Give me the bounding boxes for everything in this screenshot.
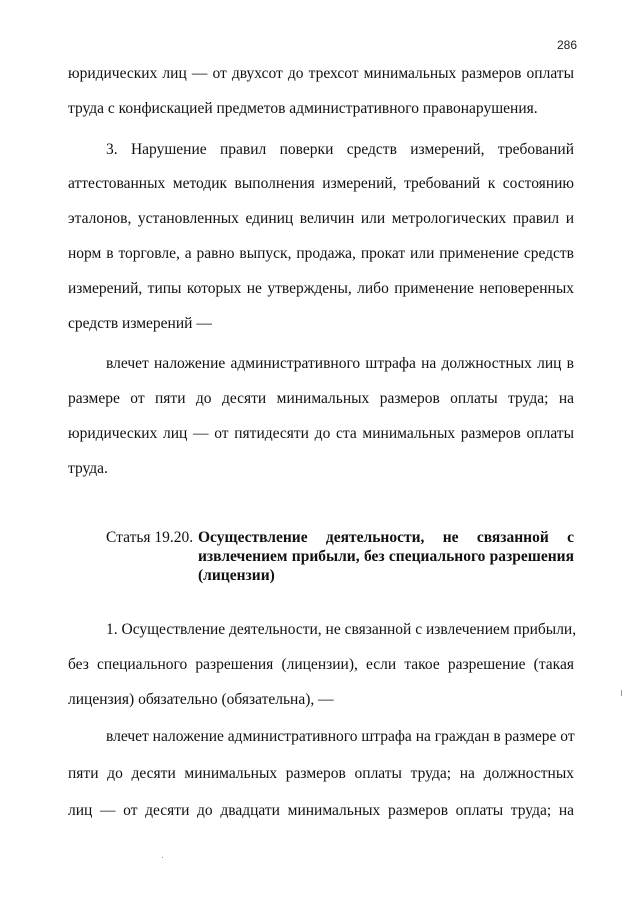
article-title-line: извлечением прибыли, без специального разрешения (198, 548, 574, 565)
text-line: влечет наложение административного штрафа на должностных лиц в (106, 355, 574, 372)
text-line: юридических лиц — от двухсот до трехсот минимальных размеров оплаты (68, 65, 574, 82)
text-line: аттестованных методик выполнения измерений, требований к состоянию (68, 175, 574, 192)
page-number: 286 (557, 38, 578, 52)
text-line: измерений, типы которых не утверждены, либо применение неповеренных (68, 280, 574, 297)
text-line: влечет наложение административного штрафа на граждан в размере от (106, 728, 575, 745)
article-title-line: (лицензии) (198, 567, 275, 584)
text-line: средств измерений — (68, 315, 212, 332)
text-line: размере от пяти до десяти минимальных размеров оплаты труда; на (68, 390, 574, 407)
text-line: эталонов, установленных единиц величин или метрологических правил и (68, 210, 574, 227)
text-line: без специального разрешения (лицензии), если такое разрешение (такая (68, 656, 574, 673)
text-line: лиц — от десяти до двадцати минимальных размеров оплаты труда; на (68, 802, 574, 819)
article-title-line: Осуществление деятельности, не связанной с (198, 529, 574, 546)
text-line: 3. Нарушение правил поверки средств измерений, требований (106, 141, 574, 158)
text-line: лицензия) обязательно (обязательна), — (68, 691, 334, 708)
text-line: юридических лиц — от пятидесяти до ста минимальных размеров оплаты (68, 425, 574, 442)
scan-artifact (162, 857, 163, 858)
text-line: пяти до десяти минимальных размеров оплаты труда; на должностных (68, 765, 574, 782)
text-line: норм в торговле, а равно выпуск, продажа, прокат или применение средств (68, 245, 574, 262)
text-line: труда. (68, 460, 108, 477)
scan-artifact (621, 690, 622, 696)
text-line: 1. Осуществление деятельности, не связанной с извлечением прибыли, (106, 621, 577, 638)
text-line: труда с конфискацией предметов административного правонарушения. (68, 100, 538, 117)
article-label: Статья 19.20. (106, 529, 194, 546)
